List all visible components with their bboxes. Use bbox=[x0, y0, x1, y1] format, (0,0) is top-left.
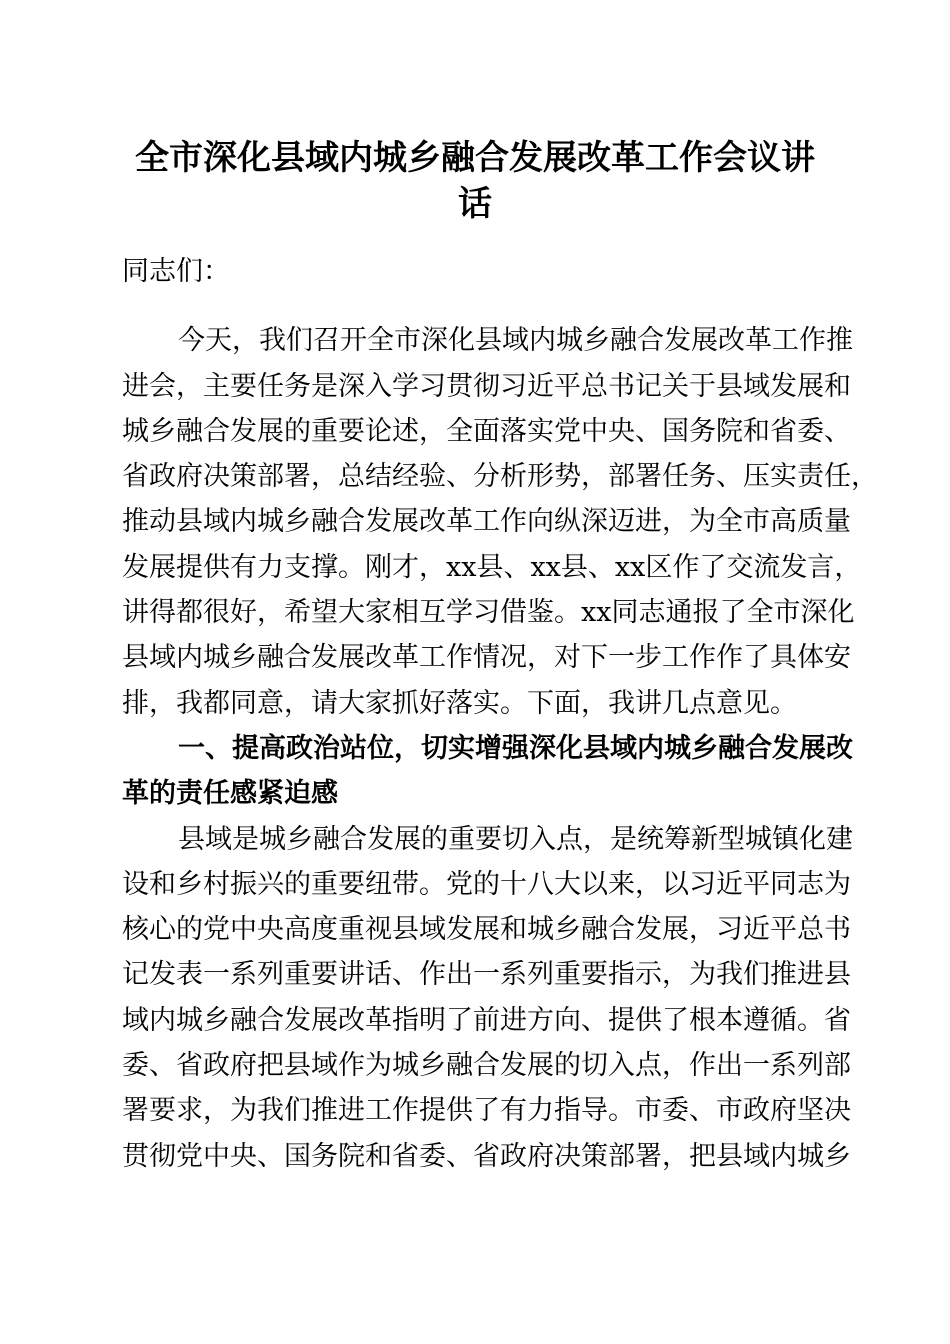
text-line: 推动县域内城乡融合发展改革工作向纵深迈进，为全市高质量 bbox=[122, 506, 851, 538]
text-line: 县域是城乡融合发展的重要切入点，是统筹新型城镇化建 bbox=[178, 823, 853, 855]
text-line: 贯彻党中央、国务院和省委、省政府决策部署，把县域内城乡 bbox=[122, 1140, 851, 1172]
heading-line: 一、提高政治站位，切实增强深化县域内城乡融合发展改 bbox=[178, 732, 853, 764]
text-line: 讲得都很好，希望大家相互学习借鉴。xx同志通报了全市深化 bbox=[122, 597, 855, 629]
salutation: 同志们： bbox=[122, 256, 230, 287]
text-line: 今天，我们召开全市深化县域内城乡融合发展改革工作推 bbox=[178, 325, 853, 357]
text-line: 发展提供有力支撑。刚才，xx县、xx县、xx区作了交流发言， bbox=[122, 551, 862, 583]
document-body bbox=[122, 249, 878, 1179]
section-heading-1 bbox=[122, 726, 853, 817]
text-line: 记发表一系列重要讲话、作出一系列重要指示，为我们推进县 bbox=[122, 959, 851, 991]
text-line: 委、省政府把县域作为城乡融合发展的切入点，作出一系列部 bbox=[122, 1050, 851, 1082]
paragraph-2 bbox=[122, 817, 853, 1179]
title-line: 全市深化县域内城乡融合发展改革工作会议讲 bbox=[135, 138, 815, 178]
text-line: 域内城乡融合发展改革指明了前进方向、提供了根本遵循。省 bbox=[122, 1004, 851, 1036]
text-line: 省政府决策部署，总结经验、分析形势，部署任务、压实责任， bbox=[122, 461, 878, 493]
text-line: 署要求，为我们推进工作提供了有力指导。市委、市政府坚决 bbox=[122, 1095, 851, 1127]
heading-line: 革的责任感紧迫感 bbox=[122, 778, 338, 810]
document-title bbox=[110, 135, 840, 227]
text-line: 县域内城乡融合发展改革工作情况，对下一步工作作了具体安 bbox=[122, 642, 851, 674]
text-line: 进会，主要任务是深入学习贯彻习近平总书记关于县域发展和 bbox=[122, 370, 851, 402]
text-line: 排，我都同意，请大家抓好落实。下面，我讲几点意见。 bbox=[122, 687, 797, 719]
paragraph-1 bbox=[122, 318, 878, 726]
title-line: 话 bbox=[458, 184, 492, 224]
text-line: 核心的党中央高度重视县域发展和城乡融合发展，习近平总书 bbox=[122, 914, 851, 946]
text-line: 城乡融合发展的重要论述，全面落实党中央、国务院和省委、 bbox=[122, 415, 851, 447]
text-line: 设和乡村振兴的重要纽带。党的十八大以来，以习近平同志为 bbox=[122, 868, 851, 900]
